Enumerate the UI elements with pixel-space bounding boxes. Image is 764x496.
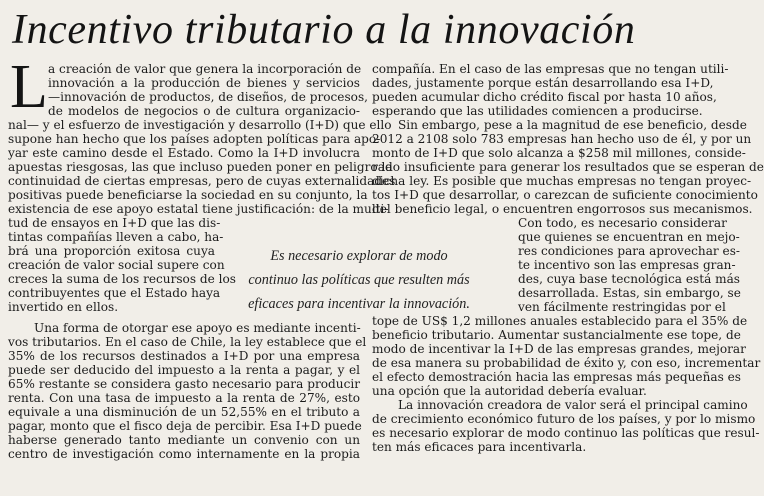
text-line: 35% de los recursos destinados a I+D por una empresa bbox=[8, 349, 360, 363]
text-line: tintas compañías lleven a cabo, ha- bbox=[8, 230, 224, 244]
text-line: apuestas riesgosas, las que incluso pueden poner en peligro la bbox=[8, 160, 393, 174]
text-line: a creación de valor que genera la incorporación de bbox=[48, 62, 362, 76]
text-line: creación de valor social supere con bbox=[8, 258, 225, 272]
text-line: de modelos de negocios o de cultura organizacio- bbox=[48, 104, 360, 118]
text-line: ten más eficaces para incentivarla. bbox=[372, 440, 587, 454]
text-line: creces la suma de los recursos de los bbox=[8, 272, 236, 286]
text-line: es necesario explorar de modo continuo las políticas que resul- bbox=[372, 426, 760, 440]
text-line: compañía. En el caso de las empresas que no tengan utili- bbox=[372, 62, 729, 76]
text-line: centro de investigación como internamente en la propia bbox=[8, 447, 360, 461]
text-line: de crecimiento económico futuro de los países, y por lo mismo bbox=[372, 412, 756, 426]
text-line: modo de incentivar la I+D de las empresas grandes, mejorar bbox=[372, 342, 746, 356]
text-line: desarrollada. Estas, sin embargo, se bbox=[518, 286, 741, 300]
pull-quote-line: Es necesario explorar de modo bbox=[270, 248, 448, 264]
text-line: innovación a la producción de bienes y servicios bbox=[48, 76, 360, 90]
text-line: del beneficio legal, o encuentren engorrosos sus mecanismos. bbox=[372, 202, 753, 216]
text-line: Con todo, es necesario considerar bbox=[518, 216, 727, 230]
text-line: beneficio tributario. Aumentar sustancialmente ese tope, de bbox=[372, 328, 741, 342]
text-line: contribuyentes que el Estado haya bbox=[8, 286, 221, 300]
text-line: dades, justamente porque están desarrollando esa I+D, bbox=[372, 76, 714, 90]
pull-quote-line: eficaces para incentivar la innovación. bbox=[248, 296, 470, 312]
text-line: continuidad de ciertas empresas, pero de cuyas externalidades bbox=[8, 174, 396, 188]
text-line: brá una proporción exitosa cuya bbox=[8, 244, 215, 258]
text-line: te incentivo son las empresas gran- bbox=[518, 258, 736, 272]
pull-quote bbox=[222, 244, 496, 316]
text-line: invertido en ellos. bbox=[8, 300, 119, 314]
text-line: de esa manera su probabilidad de éxito y, con eso, incrementar bbox=[372, 356, 761, 370]
text-line: esperando que las utilidades comiencen a producirse. bbox=[372, 104, 703, 118]
text-line: des, cuya base tecnológica está más bbox=[518, 272, 741, 286]
text-line: que quienes se encuentran en mejo- bbox=[518, 230, 740, 244]
text-line: supone han hecho que los países adopten políticas para apo- bbox=[8, 132, 381, 146]
text-line: vos tributarios. En el caso de Chile, la ley establece que el bbox=[8, 335, 367, 349]
text-line: positivas puede beneficiarse la sociedad en su conjunto, la bbox=[8, 188, 368, 202]
text-line: dicha ley. Es posible que muchas empresas no tengan proyec- bbox=[372, 174, 752, 188]
text-line: existencia de ese apoyo estatal tiene justificación: de la multi- bbox=[8, 202, 389, 216]
text-line: puede ser deducido del impuesto a la renta a pagar, y el bbox=[8, 363, 360, 377]
text-line: La innovación creadora de valor será el principal camino bbox=[398, 398, 748, 412]
text-line: —innovación de productos, de diseños, de procesos, bbox=[48, 90, 369, 104]
text-line: tope de US$ 1,2 millones anuales establecido para el 35% de bbox=[372, 314, 748, 328]
text-line: monto de I+D que solo alcanza a $258 mil millones, conside- bbox=[372, 146, 746, 160]
drop-cap: L bbox=[10, 53, 48, 121]
text-line: yar este camino desde el Estado. Como la I+D involucra bbox=[8, 146, 360, 160]
text-line: el efecto demostración hacia las empresas más pequeñas es bbox=[372, 370, 742, 384]
text-line: tud de ensayos en I+D que las dis- bbox=[8, 216, 221, 230]
text-line: equivale a una disminución de un 52,55% en el tributo a bbox=[8, 405, 360, 419]
text-line: rado insuficiente para generar los resultados que se esperan de bbox=[372, 160, 764, 174]
text-line: 2012 a 2108 solo 783 empresas han hecho uso de él, y por un bbox=[372, 132, 752, 146]
headline: Incentivo tributario a la innovación bbox=[12, 7, 636, 53]
text-line: pagar, monto que el fisco deja de percibir. Esa I+D puede bbox=[8, 419, 362, 433]
text-line: res condiciones para aprovechar es- bbox=[518, 244, 740, 258]
text-line: haberse generado tanto mediante un convenio con un bbox=[8, 433, 360, 447]
text-line: ven fácilmente restringidas por el bbox=[518, 300, 726, 314]
text-line: nal— y el esfuerzo de investigación y desarrollo (I+D) que ello bbox=[8, 118, 392, 132]
pull-quote-line: continuo las políticas que resulten más bbox=[248, 272, 470, 288]
text-line: pueden acumular dicho crédito fiscal por hasta 10 años, bbox=[372, 90, 717, 104]
text-line: una opción que la autoridad debería evaluar. bbox=[372, 384, 647, 398]
text-line: 65% restante se considera gasto necesario para producir bbox=[8, 377, 360, 391]
text-line: Sin embargo, pese a la magnitud de ese beneficio, desde bbox=[398, 118, 747, 132]
text-line: renta. Con una tasa de impuesto a la renta de 27%, esto bbox=[8, 391, 360, 405]
text-line: Una forma de otorgar ese apoyo es mediante incenti- bbox=[34, 321, 361, 335]
text-line: tos I+D que desarrollar, o carezcan de suficiente conocimiento bbox=[372, 188, 758, 202]
